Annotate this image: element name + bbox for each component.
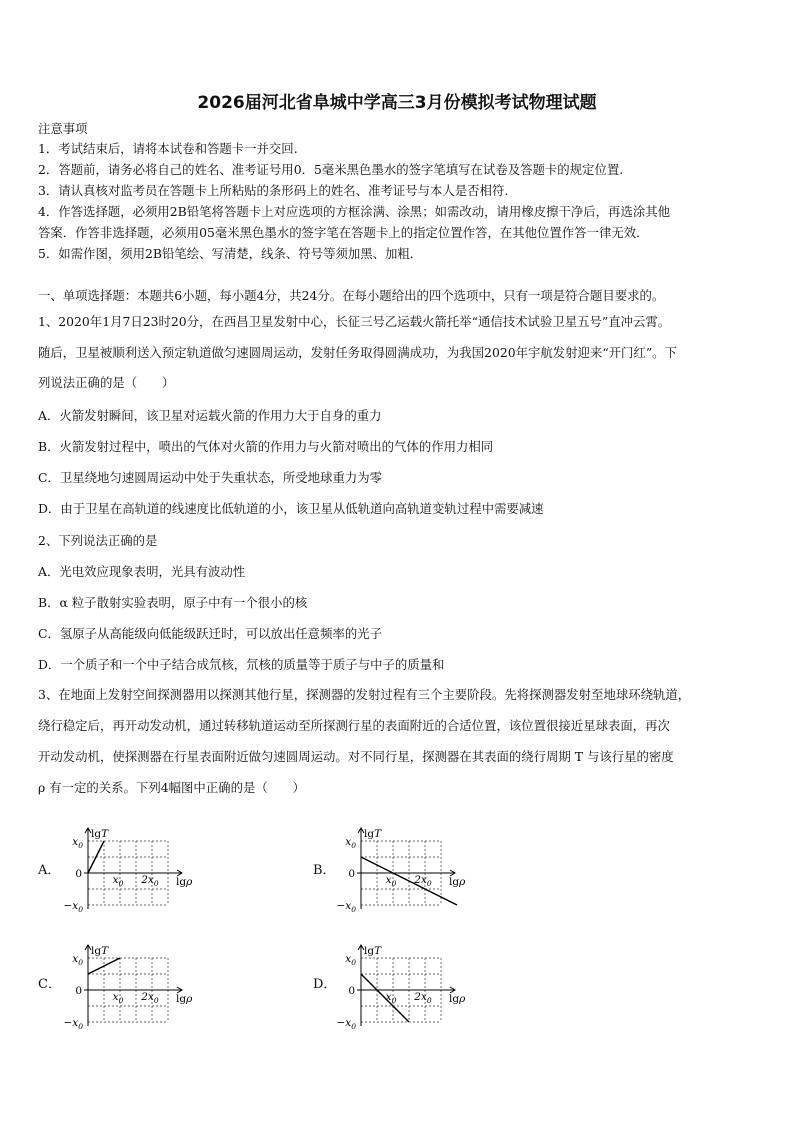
origin-label: 0: [75, 868, 82, 880]
graph-d: [335, 932, 485, 1032]
x-tick-2: $2x_0$: [141, 991, 159, 1005]
q2-stem: 2、下列说法正确的是: [38, 533, 158, 548]
q1-stem-line: 随后，卫星被顺利送入预定轨道做匀速圆周运动，发射任务取得圆满成功，为我国2020年宇航发射迎来“开门红”。下: [38, 345, 677, 360]
y-tick-bottom: $-x_0$: [63, 1017, 83, 1031]
q2-option-c: C．氢原子从高能级向低能级跃迁时，可以放出任意频率的光子: [38, 626, 383, 641]
origin-label: 0: [348, 868, 355, 880]
graph-c: [62, 932, 212, 1032]
x-tick-2: $2x_0$: [141, 874, 159, 888]
y-tick-bottom: $-x_0$: [63, 900, 83, 914]
q2-option-a: A．光电效应现象表明，光具有波动性: [38, 564, 246, 579]
graph-a: [62, 815, 202, 915]
q2-option-d: D．一个质子和一个中子结合成氘核，氘核的质量等于质子与中子的质量和: [38, 657, 445, 672]
x-tick-2: $2x_0$: [414, 874, 432, 888]
graph-a-label: A．: [38, 863, 61, 878]
notice-item: 5．如需作图，须用2B铅笔绘、写清楚，线条、符号等须加黑、加粗．: [38, 246, 423, 261]
graph-b: [335, 815, 485, 915]
notice-item: 答案．作答非选择题，必须用05毫米黑色墨水的签字笔在答题卡上的指定位置作答，在其他位置作答一律无效．: [38, 225, 649, 240]
notice-item: 2．答题前，请务必将自己的姓名、准考证号用0．5毫米黑色墨水的签字笔填写在试卷及答题卡的规定位置.: [38, 162, 624, 177]
x-tick-1: $x_0$: [112, 991, 124, 1005]
q3-stem-line: 开动发动机，使探测器在行星表面附近做匀速圆周运动。对不同行星，探测器在其表面的绕行周期 T 与该行星的密度: [38, 749, 674, 764]
x-axis-label: lgρ: [176, 993, 193, 1005]
exam-title: 2026届河北省阜城中学高三3月份模拟考试物理试题: [197, 93, 597, 113]
x-tick-1: $x_0$: [112, 874, 124, 888]
graph-c-label: C．: [38, 977, 61, 992]
x-axis-label: lgρ: [176, 876, 193, 888]
notice-heading: 注意事项: [38, 121, 88, 136]
y-tick-top: $x_0$: [72, 836, 83, 850]
q2-option-b: B．α 粒子散射实验表明，原子中有一个很小的核: [38, 595, 308, 610]
q1-option-d: D．由于卫星在高轨道的线速度比低轨道的小，该卫星从低轨道向高轨道变轨过程中需要减速: [38, 501, 544, 516]
q1-option-c: C．卫星绕地匀速圆周运动中处于失重状态，所受地球重力为零: [38, 470, 383, 485]
x-axis-label: lgρ: [449, 876, 466, 888]
y-axis-label: lgT: [364, 945, 382, 957]
y-axis-label: lgT: [91, 828, 109, 840]
x-tick-2: $2x_0$: [414, 991, 432, 1005]
x-tick-1: $x_0$: [385, 991, 397, 1005]
graph-b-label: B．: [313, 863, 336, 878]
x-axis-label: lgρ: [449, 993, 466, 1005]
q3-stem-line: 绕行稳定后，再开动发动机，通过转移轨道运动至所探测行星的表面附近的合适位置，该位置很接近星球表面，再次: [38, 718, 670, 733]
q1-stem-line: 1、2020年1月7日23时20分，在西昌卫星发射中心，长征三号乙运载火箭托举“通信技术试验卫星五号”直冲云霄。: [38, 314, 671, 329]
y-tick-top: $x_0$: [345, 836, 356, 850]
q1-stem-line: 列说法正确的是（ ）: [38, 375, 175, 390]
q1-option-b: B．火箭发射过程中，喷出的气体对火箭的作用力与火箭对喷出的气体的作用力相同: [38, 439, 494, 454]
notice-item: 1．考试结束后，请将本试卷和答题卡一并交回.: [38, 141, 298, 156]
y-tick-top: $x_0$: [345, 953, 356, 967]
graph-d-label: D．: [313, 977, 337, 992]
q3-stem-line: 3、在地面上发射空间探测器用以探测其他行星，探测器的发射过程有三个主要阶段。先将探测器发射至地球环绕轨道，: [38, 687, 691, 702]
notice-item: 3．请认真核对监考员在答题卡上所粘贴的条形码上的姓名、准考证号与本人是否相符.: [38, 183, 509, 198]
q1-option-a: A．火箭发射瞬间，该卫星对运载火箭的作用力大于自身的重力: [38, 408, 382, 423]
y-tick-bottom: $-x_0$: [336, 900, 356, 914]
origin-label: 0: [75, 985, 82, 997]
section-heading: 一、单项选择题：本题共6小题，每小题4分，共24分。在每小题给出的四个选项中，只有一项是符合题目要求的。: [38, 288, 665, 303]
graph-line: [361, 974, 409, 1022]
y-tick-bottom: $-x_0$: [336, 1017, 356, 1031]
y-axis-label: lgT: [91, 945, 109, 957]
x-tick-1: $x_0$: [385, 874, 397, 888]
y-tick-top: $x_0$: [72, 953, 83, 967]
origin-label: 0: [348, 985, 355, 997]
notice-item: 4．作答选择题，必须用2B铅笔将答题卡上对应选项的方框涂满、涂黑；如需改动，请用橡皮擦干净后，再选涂其他: [38, 204, 671, 219]
y-axis-label: lgT: [364, 828, 382, 840]
q3-stem-line: ρ 有一定的关系。下列4幅图中正确的是（ ）: [38, 780, 305, 795]
